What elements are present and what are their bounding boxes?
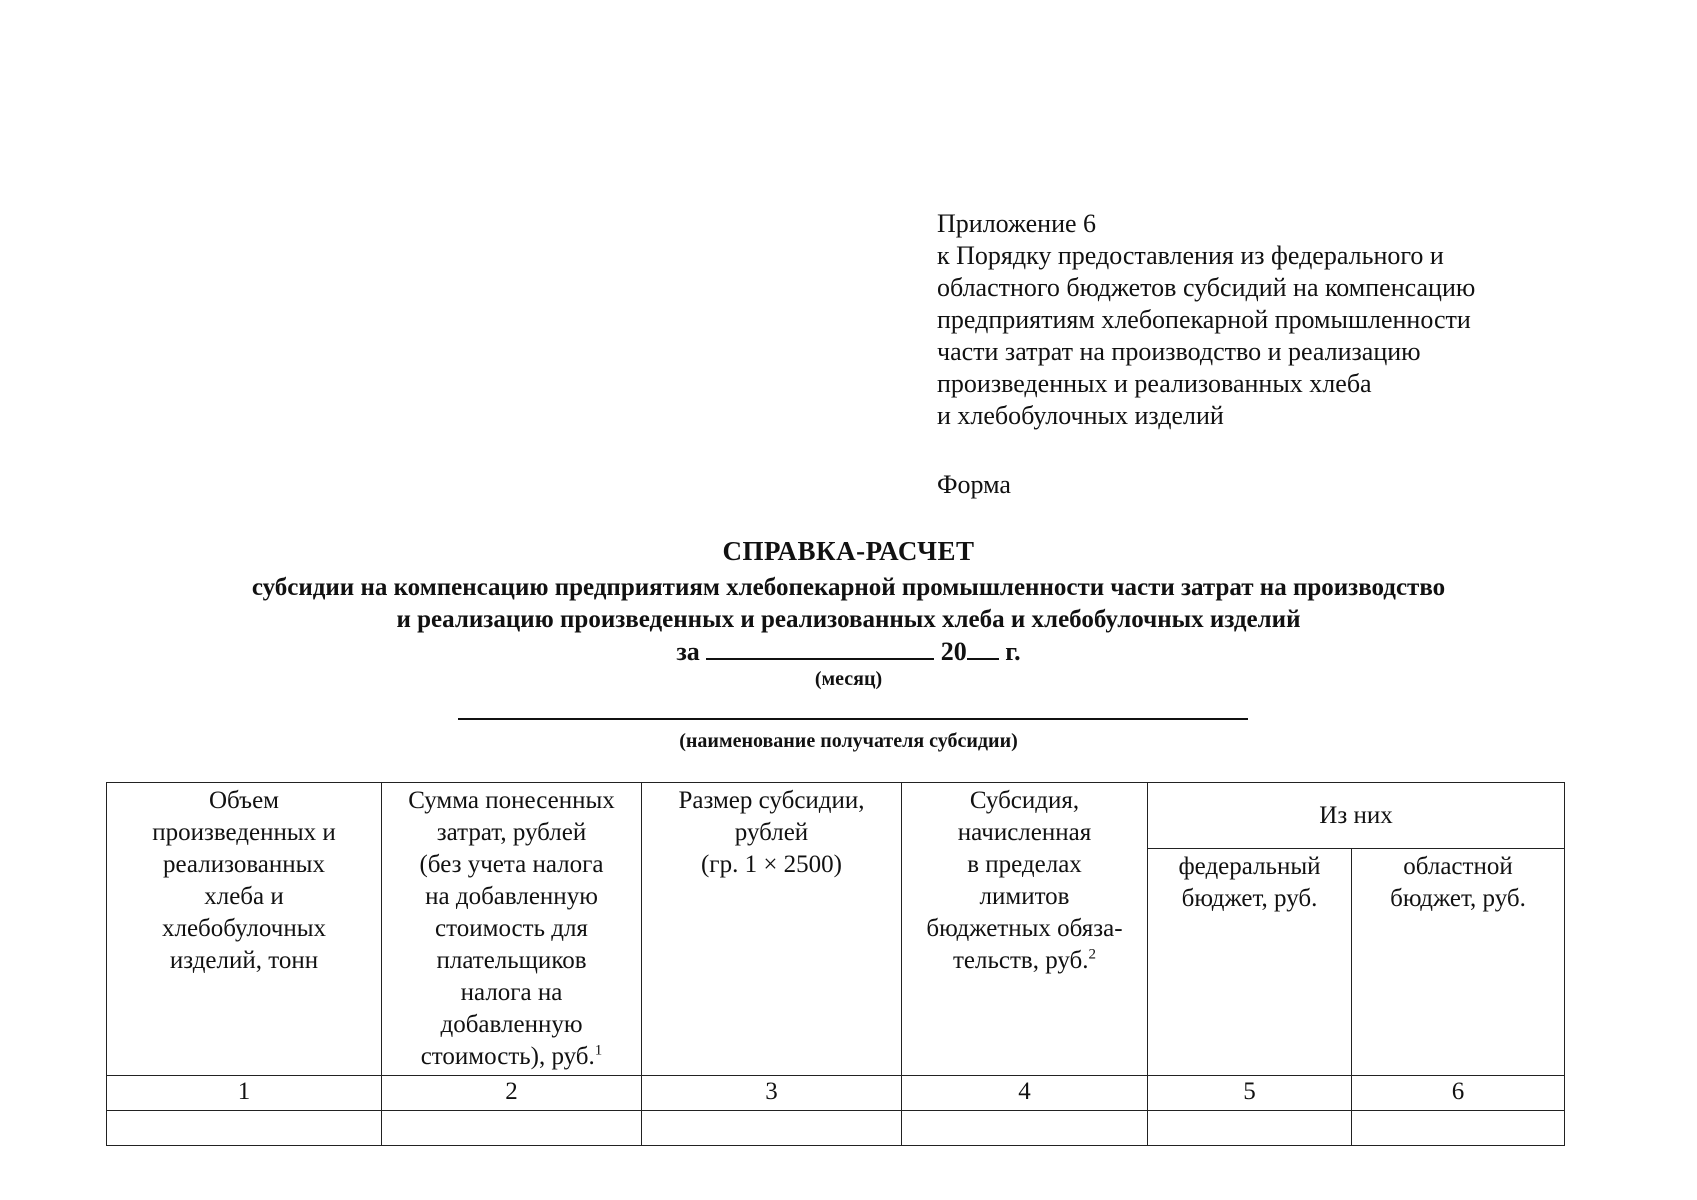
period-prefix: за (676, 637, 700, 666)
header-text-line: плательщиков (436, 947, 587, 974)
year-prefix: 20 (940, 637, 967, 666)
header-text-line: областной (1403, 853, 1513, 881)
header-cell-of-which: Из них (1148, 783, 1565, 849)
header-cell-federal (1148, 849, 1352, 1076)
header-text-line: изделий, тонн (169, 947, 319, 974)
column-number: 1 (107, 1076, 382, 1111)
header-text-line: тельств, руб.$^2$ (952, 946, 1097, 974)
header-text-line: начисленная (957, 819, 1092, 846)
form-label: Форма (937, 470, 1011, 499)
month-blank-field[interactable] (706, 636, 934, 660)
appendix-line: к Порядку предоставления из федерального и (937, 241, 1444, 270)
header-text-line: в пределах (967, 851, 1082, 878)
header-text-line: рублей (734, 819, 809, 846)
period-line (0, 636, 1697, 667)
subtitle-line: и реализацию произведенных и реализованных хлеба и хлебобулочных изделий (396, 606, 1301, 633)
header-text-line: Размер субсидии, (678, 787, 865, 814)
input-cell-costs[interactable] (382, 1111, 642, 1146)
footnote-marker: 1 (594, 1042, 603, 1059)
subtitle-line: субсидии на компенсацию предприятиям хлебопекарной промышленности части затрат на производство (251, 574, 1446, 601)
header-text-line: налога на (460, 979, 563, 1006)
appendix-line: произведенных и реализованных хлеба (937, 369, 1372, 398)
year-blank-field[interactable] (967, 636, 999, 660)
header-text-line: (гр. 1 × 2500) (700, 851, 842, 878)
column-number: 4 (902, 1076, 1148, 1111)
input-cell-volume[interactable] (107, 1111, 382, 1146)
header-cell-regional (1352, 849, 1565, 1076)
column-numbers-row (107, 1076, 1565, 1111)
recipient-note: (наименование получателя субсидии) (679, 730, 1018, 752)
document-subtitle (0, 572, 1697, 636)
column-number: 2 (382, 1076, 642, 1111)
header-text-line: Субсидия, (969, 787, 1080, 814)
appendix-line: областного бюджетов субсидий на компенсацию (937, 273, 1476, 302)
header-text-line: бюджетных обяза- (926, 915, 1123, 942)
header-text-line: Сумма понесенных (408, 787, 615, 814)
recipient-name-field[interactable] (458, 718, 1248, 720)
column-number: 3 (642, 1076, 902, 1111)
header-cell-subsidy-size (642, 783, 902, 1076)
header-text-line: федеральный (1178, 853, 1321, 881)
header-text-line: стоимость для (435, 915, 588, 942)
month-note: (месяц) (814, 668, 883, 690)
input-cell-subsidy-size[interactable] (642, 1111, 902, 1146)
header-text-line: лимитов (979, 883, 1070, 910)
header-text-line: произведенных и (152, 819, 336, 846)
header-text-line: Объем (209, 787, 279, 814)
header-text-line: хлебобулочных (161, 915, 327, 942)
column-number: 5 (1148, 1076, 1352, 1111)
header-text-line: реализованных (163, 851, 325, 878)
header-cell-subsidy-accrued (902, 783, 1148, 1076)
year-suffix: г. (1005, 637, 1021, 666)
input-cell-federal[interactable] (1148, 1111, 1352, 1146)
footnote-marker: 2 (1088, 946, 1097, 963)
appendix-line: и хлебобулочных изделий (937, 401, 1224, 430)
header-text-line: стоимость), руб.$^1$ (420, 1042, 603, 1070)
column-number: 6 (1352, 1076, 1565, 1111)
header-text-line: хлеба и (204, 883, 284, 910)
calculation-table (106, 782, 1565, 1146)
document-title: СПРАВКА-РАСЧЕТ (722, 536, 975, 566)
header-cell-volume (107, 783, 382, 1076)
header-text-line: затрат, рублей (436, 819, 587, 846)
appendix-header (937, 208, 1637, 432)
header-text-line: бюджет, руб. (1390, 885, 1526, 913)
appendix-line: части затрат на производство и реализацию (937, 337, 1421, 366)
appendix-line: предприятиям хлебопекарной промышленности (937, 305, 1471, 334)
input-cell-regional[interactable] (1352, 1111, 1565, 1146)
header-cell-costs (382, 783, 642, 1076)
appendix-line: Приложение 6 (937, 209, 1097, 238)
table-row (107, 1111, 1565, 1146)
input-cell-subsidy-accrued[interactable] (902, 1111, 1148, 1146)
table-header-row (107, 783, 1565, 849)
header-text-line: добавленную (440, 1011, 583, 1038)
header-text-line: бюджет, руб. (1181, 885, 1318, 913)
header-text-line: (без учета налога (419, 851, 604, 878)
header-text-line: на добавленную (425, 883, 598, 910)
